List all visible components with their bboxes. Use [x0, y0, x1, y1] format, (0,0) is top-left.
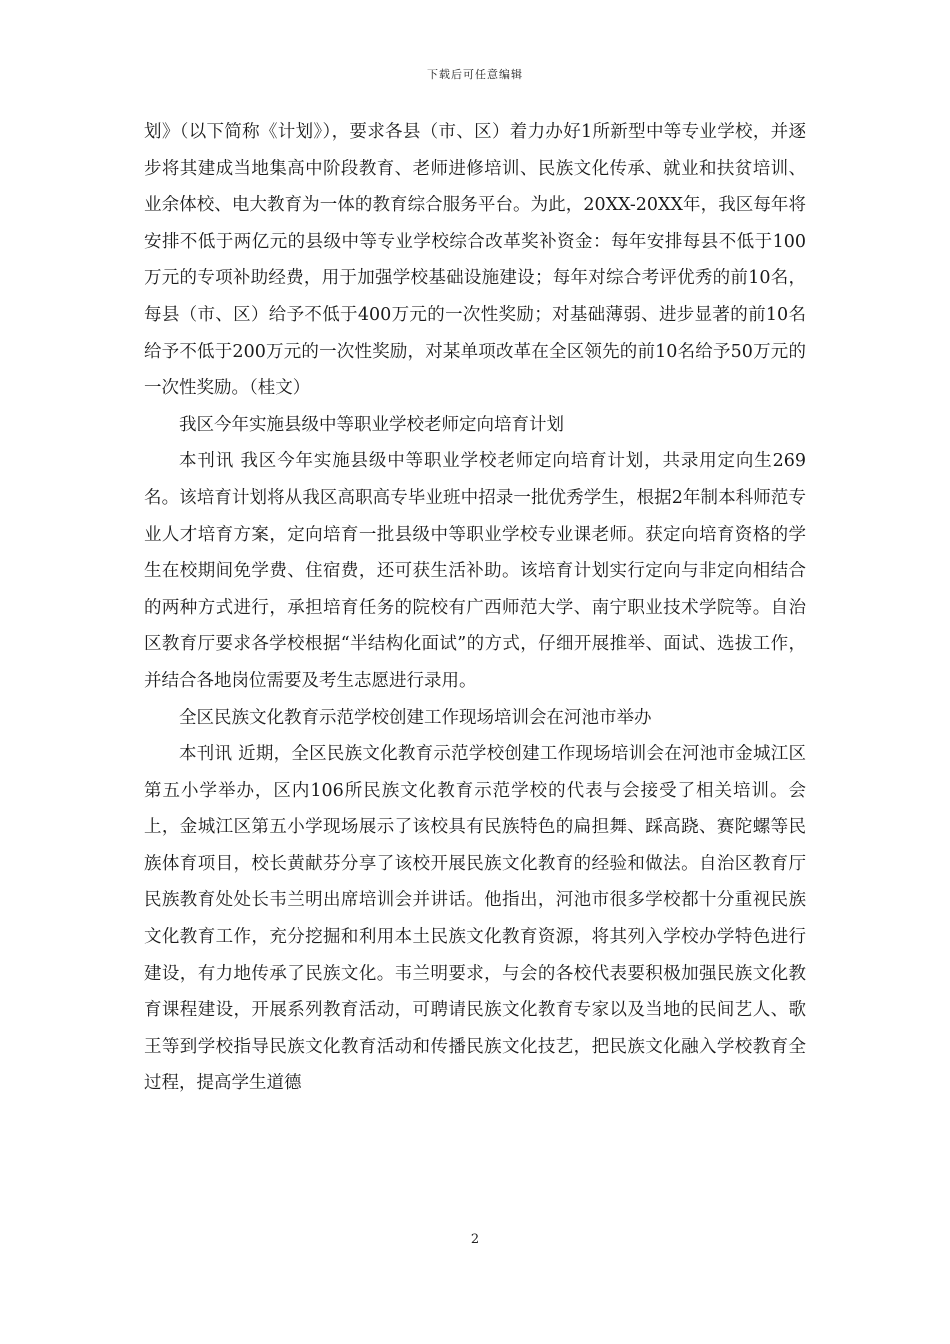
section-heading-teacher-training: 我区今年实施县级中等职业学校老师定向培育计划 — [179, 414, 564, 435]
page-header: 下载后可任意编辑 — [427, 68, 523, 81]
page-number: 2 — [470, 1232, 480, 1247]
paragraph-teacher-training: 本刊讯 我区今年实施县级中等职业学校老师定向培育计划，共录用定向生269名。该培育计划将从我区高职高专毕业班中招录一批优秀学生，根据2年制本科师范专业人才培育方案，定向培育一批县级中等职业学校专业课老师。获定向培育资格的学生在校期间免学费、住宿费，还可获生活补助。该培育计划实行定向与非定向相结合的两种方式进行，承担培育任务的院校有广西师范大学、南宁职业技术学院等。自治区教育厅要求各学校根据“半结构化面试”的方式，仔细开展推举、面试、选拔工作，并结合各地岗位需要及考生志愿进行录用。 — [144, 451, 806, 691]
document-body — [144, 114, 806, 1102]
paragraph-plan-continuation: 划》（以下简称《计划》），要求各县（市、区）着力办好1所新型中等专业学校，并逐步将其建成当地集高中阶段教育、老师进修培训、民族文化传承、就业和扶贫培训、业余体校、电大教育为一体的教育综合服务平台。为此，20XX-20XX年，我区每年将安排不低于两亿元的县级中等专业学校综合改革奖补资金：每年安排每县不低于100万元的专项补助经费，用于加强学校基础设施建设；每年对综合考评优秀的前10名，每县（市、区）给予不低于400万元的一次性奖励；对基础薄弱、进步显著的前10名给予不低于200万元的一次性奖励，对某单项改革在全区领先的前10名给予50万元的一次性奖励。（桂文） — [144, 122, 806, 399]
section-heading-ethnic-culture: 全区民族文化教育示范学校创建工作现场培训会在河池市举办 — [179, 707, 652, 728]
paragraph-ethnic-culture: 本刊讯 近期，全区民族文化教育示范学校创建工作现场培训会在河池市金城江区第五小学举办，区内106所民族文化教育示范学校的代表与会接受了相关培训。会上，金城江区第五小学现场展示了该校具有民族特色的扁担舞、踩高跷、赛陀螺等民族体育项目，校长黄献芬分享了该校开展民族文化教育的经验和做法。自治区教育厅民族教育处处长韦兰明出席培训会并讲话。他指出，河池市很多学校都十分重视民族文化教育工作，充分挖掘和利用本土民族文化教育资源，将其列入学校办学特色进行建设，有力地传承了民族文化。韦兰明要求，与会的各校代表要积极加强民族文化教育课程建设，开展系列教育活动，可聘请民族文化教育专家以及当地的民间艺人、歌王等到学校指导民族文化教育活动和传播民族文化技艺，把民族文化融入学校教育全过程，提高学生道德 — [144, 744, 806, 1094]
